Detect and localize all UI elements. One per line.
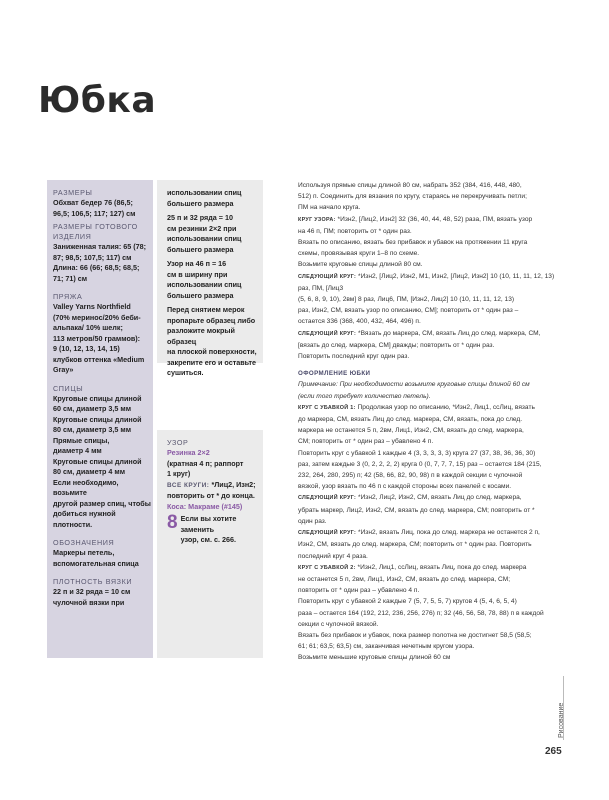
rib-title: Резинка 2×2	[167, 448, 210, 457]
body-line: Повторить круг с убавкой 1 каждые 4 (3, 3, 3, 3, 3) круга 27 (37, 38, 36, 36, 30)	[298, 449, 536, 457]
body-line: 232, 264, 280, 295) п; 42 (58, 66, 82, 90, 98) п в каждой секции с чулочной	[298, 472, 523, 480]
next-round-line: СЛЕДУЮЩИЙ КРУГ: *Изн2, вязать Лиц, пока до след. маркера не останется 2 п,	[298, 529, 540, 537]
gauge-continued-panel	[157, 180, 263, 377]
sizes-value: Обхват бедер 76 (86,5; 96,5; 106,5; 117; 127) см	[53, 198, 136, 218]
body-line: Изн2, СМ, вязать до след. маркера, СМ; повторить от * один раз. Повторить	[298, 541, 532, 549]
specs-panel	[47, 180, 153, 658]
body-line: раз, Изн2, СМ, вязать узор по описанию, СМ]; повторить от * один раз –	[298, 307, 519, 315]
body-line: Вязать без прибавок и убавок, пока размер полотна не достигнет 58,5 (58,5;	[298, 631, 532, 639]
sizes-label: РАЗМЕРЫ	[53, 188, 93, 197]
finished-size-label: РАЗМЕРЫ ГОТОВОГО ИЗДЕЛИЯ	[53, 222, 138, 241]
body-line: последний круг 4 раза.	[298, 552, 368, 560]
body-line: на 46 п, ПМ; повторить от * один раз.	[298, 227, 412, 235]
body-line: ПМ на начало круга.	[298, 204, 361, 212]
instructions-column	[298, 180, 560, 664]
next-round-line: СЛЕДУЮЩИЙ КРУГ: *Изн2, Лиц2, Изн2, СМ, вязать Лиц до след. маркера,	[298, 494, 522, 502]
pattern-round-line: КРУГ УЗОРА: *Изн2, [Лиц2, Изн2] 32 (36, 40, 44, 48, 52) раза, ПМ, вязать узор	[298, 215, 533, 223]
rib-description: (кратная 4 п; раппорт 1 круг)	[167, 458, 244, 478]
body-line: маркера не останется 5 п, 2вм, Лиц1, Изн2, СМ, вязать до след. маркера,	[298, 427, 524, 435]
body-line: не останется 5 п, 2вм, Лиц1, Изн2, СМ, вязать до след. маркера, СМ;	[298, 575, 511, 583]
pattern-panel	[157, 430, 263, 658]
note-number: 8	[167, 512, 178, 533]
gauge-label: ПЛОТНОСТЬ ВЯЗКИ	[53, 577, 133, 586]
body-line: 512) п. Соединить для вязания по кругу, стараясь не перекручивать петли;	[298, 193, 527, 201]
body-line: [вязать до след. маркера, СМ] дважды; повторить от * один раз.	[298, 341, 495, 349]
page-title: Юбка	[38, 80, 157, 121]
notions-value: Маркеры петель, вспомогательная спица	[53, 548, 139, 568]
substitution-note	[167, 514, 263, 546]
body-line: СМ; повторить от * один раз – убавлено 4 п.	[298, 438, 434, 446]
gauge-value: 22 п и 32 ряда = 10 см чулочной вязки при	[53, 587, 131, 607]
next-round-line: СЛЕДУЮЩИЙ КРУГ: *Вязать до маркера, СМ, вязать Лиц до след. маркера, СМ,	[298, 329, 541, 337]
shaping-note: Примечание: При необходимости возьмите круговые спицы длиной 60 см	[298, 381, 530, 389]
body-line: один раз.	[298, 517, 327, 525]
section-label: Рисование	[558, 702, 565, 738]
notions-label: ОБОЗНАЧЕНИЯ	[53, 538, 115, 547]
pattern-label: УЗОР	[167, 438, 189, 447]
body-line: Возьмите круговые спицы длиной 80 см.	[298, 261, 423, 269]
gauge-continued-text: использовании спиц большего размера 25 п и 32 ряда = 10 см резинки 2×2 при использовании спиц большего размера Узор на 46 п = 16 см в ширину при использовании спиц большего размера Перед снятием мерок пропарьте образец либо разложите мокрый образец на плоской поверхности, закрепите его и оставьте сушиться.	[167, 188, 257, 377]
all-rounds-instruction: ВСЕ КРУГИ: *Лиц2, Изн2; повторить от * до конца.	[167, 479, 256, 500]
body-line: Повторить круг с убавкой 2 каждые 7 (5, 7, 5, 5, 7) кругов 4 (5, 4, 6, 5, 4)	[298, 598, 517, 606]
yarn-label: ПРЯЖА	[53, 292, 83, 301]
body-line: до маркера, СМ, вязать Лиц до след. маркера, СМ, вязать, пока до след.	[298, 416, 523, 424]
body-line: Вязать по описанию, вязать без прибавок и убавок на протяжении 11 круга	[298, 239, 528, 247]
decrease-round-1-line: КРУГ С УБАВКОЙ 1: Продолжая узор по описанию, *Изн2, Лиц1, ссЛиц, вязать	[298, 403, 535, 411]
body-line: раза – остается 164 (192, 212, 236, 256, 276) п; 32 (46, 56, 58, 78, 88) п в каждой	[298, 609, 544, 617]
needles-label: СПИЦЫ	[53, 383, 84, 393]
body-line: вязкой, узор вязать по 46 п с каждой стороны всех панелей с косами.	[298, 483, 512, 491]
needles-value: Круговые спицы длиной 60 см, диаметр 3,5 мм Круговые спицы длиной 80 см, диаметр 3,5 мм Прямые спицы, диаметр 4 мм Круговые спицы длиной 80 см, диаметр 4 мм Если необходимо, возьмите другой размер спиц, чтобы добиться нужной плотности.	[53, 393, 151, 529]
body-line: секции с чулочной вязкой.	[298, 620, 379, 628]
body-line: Повторить последний круг один раз.	[298, 353, 410, 361]
body-line: повторить от * один раз – убавлено 4 п.	[298, 587, 420, 595]
cable-title: Коса: Макраме (#145)	[167, 501, 243, 511]
body-line: Возьмите меньшие круговые спицы длиной 60 см	[298, 654, 451, 662]
next-round-line: СЛЕДУЮЩИЙ КРУГ: *Изн2, [Лиц2, Изн2, М1, Изн2, [Лиц2, Изн2] 10 (10, 11, 11, 12, 13) раз, ПМ, [Лиц3	[298, 272, 555, 292]
body-line: схемы, провязывая круги 1–8 по схеме.	[298, 250, 420, 258]
note-text: Если вы хотите заменить узор, см. с. 266.	[180, 514, 237, 544]
body-line: (5, 6, 8, 9, 10), 2вм] 8 раз, Лиц6, ПМ, [Изн2, Лиц2] 10 (10, 11, 11, 12, 13)	[298, 296, 515, 304]
shaping-heading: ОФОРМЛЕНИЕ ЮБКИ	[298, 370, 371, 378]
finished-size-value: Заниженная талия: 65 (78; 87; 98,5; 107,5; 117) см Длина: 66 (66; 68,5; 68,5; 71; 71) см	[53, 242, 146, 283]
page-number: 265	[545, 746, 562, 757]
yarn-value: Valley Yarns Northfield (70% мериноc/20% беби- альпака/ 10% шелк; 113 метров/50 граммов): 9 (10, 12, 13, 14, 15) клубков оттенка «Medium Gray»	[53, 302, 145, 374]
body-line: Используя прямые спицы длиной 80 см, набрать 352 (384, 416, 448, 480,	[298, 182, 522, 189]
body-line: убрать маркер, Лиц2, Изн2, СМ, вязать до след. маркера, СМ; повторить от *	[298, 506, 535, 514]
body-line: 61; 61; 63,5; 63,5) см, заканчивая нечетным кругом узора.	[298, 643, 475, 651]
decrease-round-2-line: КРУГ С УБАВКОЙ 2: *Изн2, Лиц1, ссЛиц, вязать Лиц, пока до след. маркера	[298, 563, 527, 571]
shaping-note: (если того требует количество петель).	[298, 392, 431, 400]
body-line: раз, затем каждые 3 (0, 2, 2, 2, 2) круга 0 (0, 7, 7, 7, 15) раз – остается 184 (215,	[298, 460, 542, 468]
body-line: остается 336 (368, 400, 432, 464, 496) п.	[298, 318, 421, 326]
